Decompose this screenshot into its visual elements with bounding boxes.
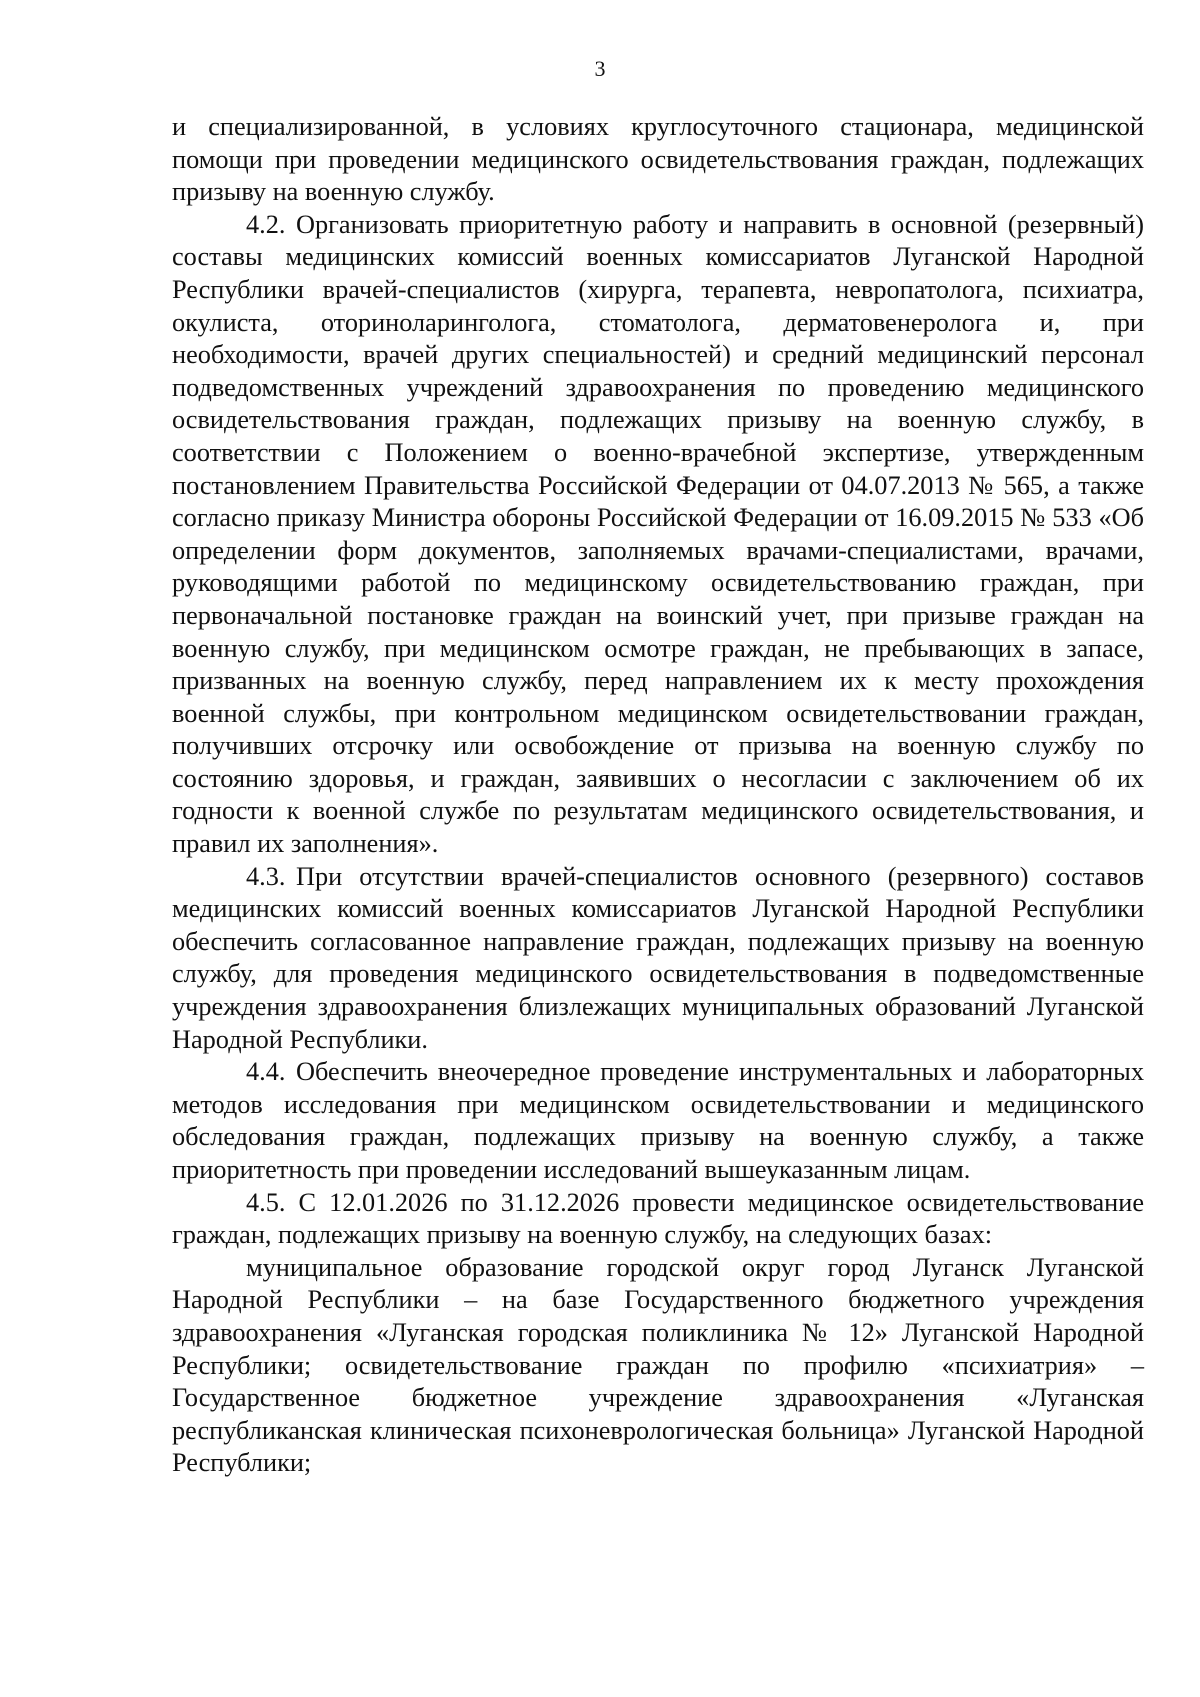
- paragraph-luhansk-base: муниципальное образование городской округ город Луганск Луганской Народной Республики – на базе Государственного бюджетного учреждения здравоохранения «Луганская городская поликлиника № 12» Луганской Народной Республики; освидетельствование граждан по профилю «психиатрия» – Государственное бюджетное учреждение здравоохранения «Луганская республиканская клиническая психоневрологическая больница» Луганской Народной Республики;: [172, 1252, 1144, 1478]
- item-number: 4.4.: [246, 1057, 286, 1087]
- page-number: 3: [594, 56, 606, 81]
- paragraph-4-2: [172, 209, 1144, 861]
- item-number: 4.2.: [246, 209, 286, 239]
- paragraph-text: Организовать приоритетную работу и направить в основной (резервный) составы медицинских комиссий военных комиссариатов Луганской Народной Республики врачей-специалистов (хирурга, терапевта, невропатолога, психиатра, окулиста, оториноларинголога, стоматолога, дерматовенеролога и, при необходимости, врачей других специальностей) и средний медицинский персонал подведомственных учреждений здравоохранения по проведению медицинского освидетельствования граждан, подлежащих призыву на военную службу, в соответствии с Положением о военно-врачебной экспертизе, утвержденным постановлением Правительства Российской Федерации от 04.07.2013 № 565, а также согласно приказу Министра обороны Российской Федерации от 16.09.2015 № 533 «Об определении форм документов, заполняемых врачами-специалистами, врачами, руководящими работой по медицинскому освидетельствованию граждан, при первоначальной постановке граждан на воинский учет, при призыве граждан на военную службу, при медицинском осмотре граждан, не пребывающих в запасе, призванных на военную службу, перед направлением их к месту прохождения военной службы, при контрольном медицинском освидетельствовании граждан, получивших отсрочку или освобождение от призыва на военную службу по состоянию здоровья, и граждан, заявивших о несогласии с заключением об их годности к военной службе по результатам медицинского освидетельствования, и правил их заполнения».: [172, 209, 1144, 859]
- document-body: [172, 111, 1144, 1480]
- paragraph-4-5: 4.5. С 12.01.2026 по 31.12.2026 провести медицинское освидетельствование граждан, подлежащих призыву на военную службу, на следующих базах:: [172, 1187, 1144, 1250]
- paragraph-4-3: [172, 861, 1144, 1057]
- paragraph-continuation: и специализированной, в условиях круглосуточного стационара, медицинской помощи при проведении медицинского освидетельствования граждан, подлежащих призыву на военную службу.: [172, 112, 1144, 207]
- item-number: 4.3.: [246, 861, 286, 891]
- paragraph-text: При отсутствии врачей-специалистов основного (резервного) составов медицинских комиссий военных комиссариатов Луганской Народной Республики обеспечить согласованное направление граждан, подлежащих призыву на военную службу, для проведения медицинского освидетельствования в подведомственные учреждения здравоохранения близлежащих муниципальных образований Луганской Народной Республики.: [172, 861, 1144, 1054]
- paragraph-text: Обеспечить внеочередное проведение инструментальных и лабораторных методов исследования при медицинском освидетельствовании и медицинского обследования граждан, подлежащих призыву на военную службу, а также приоритетность при проведении исследований вышеуказанным лицам.: [172, 1057, 1144, 1184]
- paragraph-4-4: [172, 1056, 1144, 1186]
